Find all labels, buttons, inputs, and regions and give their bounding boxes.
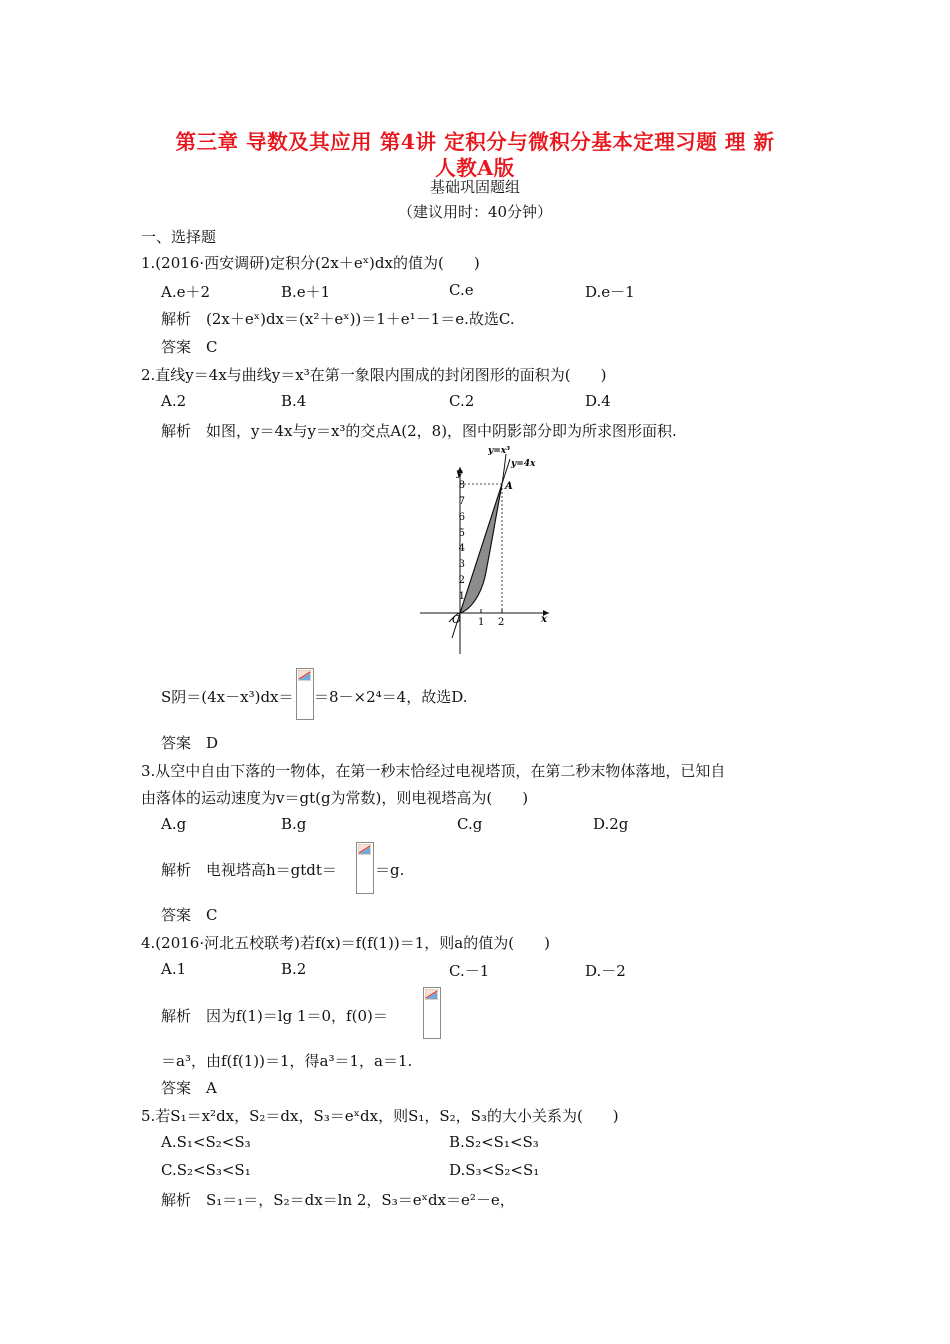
y-tick-1: 1 [458, 591, 465, 602]
q4-analysis-left: 解析 因为f(1)＝lg 1＝0，f(0)＝ [161, 1007, 388, 1025]
y-tick-3: 3 [458, 559, 465, 570]
q1-option-a: A.e＋2 [161, 283, 211, 301]
origin-label: O [452, 613, 462, 626]
q3-option-c: C.g [457, 815, 483, 833]
q4-analysis-line2: ＝a³，由f(f(1))＝1，得a³＝1，a＝1. [161, 1052, 413, 1070]
q1-answer: 答案 C [161, 338, 218, 356]
q2-option-b: B.4 [281, 392, 307, 410]
document-title-line2: 人教A版 [435, 156, 515, 180]
y-tick-8: 8 [458, 480, 465, 491]
point-a-label: A [505, 481, 513, 492]
q3-option-b: B.g [281, 815, 307, 833]
q3-option-a: A.g [161, 815, 187, 833]
integral-area-figure [415, 442, 555, 660]
label-y-x3: y=x³ [488, 446, 511, 456]
q2-option-c: C.2 [449, 392, 475, 410]
missing-image-placeholder [423, 987, 441, 1039]
q1-option-d: D.e－1 [585, 283, 635, 301]
x-axis-label: x [541, 614, 547, 625]
time-note: （建议用时：40分钟） [397, 203, 553, 221]
q5-option-d: D.S₃<S₂<S₁ [449, 1161, 540, 1179]
q1-analysis: 解析 (2x＋eˣ)dx＝(x²＋eˣ))＝1＋e¹－1＝e.故选C. [161, 310, 515, 328]
y-tick-2: 2 [458, 575, 465, 586]
q2-formula-left: S阴＝(4x－x³)dx＝ [161, 688, 294, 706]
question-3-stem-line1: 3.从空中自由下落的一物体，在第一秒末恰经过电视塔顶，在第二秒末物体落地，已知自 [141, 762, 726, 780]
q4-option-b: B.2 [281, 960, 307, 978]
curve-y-x3 [449, 454, 506, 622]
q4-option-c: C.－1 [449, 962, 490, 980]
q2-formula-right: ＝8－×2⁴＝4，故选D. [314, 688, 468, 706]
q5-option-b: B.S₂<S₁<S₃ [449, 1133, 539, 1151]
q3-option-d: D.2g [593, 815, 629, 833]
broken-image-icon [358, 844, 371, 855]
q2-option-a: A.2 [161, 392, 187, 410]
y-tick-7: 7 [458, 496, 465, 507]
section-heading: 一、选择题 [141, 228, 217, 246]
q4-answer: 答案 A [161, 1079, 217, 1097]
q2-analysis: 解析 如图，y＝4x与y＝x³的交点A(2，8)，图中阴影部分即为所求图形面积. [161, 422, 677, 440]
y-tick-5: 5 [458, 528, 465, 539]
document-title-line1: 第三章 导数及其应用 第4讲 定积分与微积分基本定理习题 理 新 [175, 130, 775, 154]
q5-analysis: 解析 S₁＝₁＝，S₂＝dx＝ln 2，S₃＝eˣdx＝e²－e， [161, 1191, 515, 1209]
broken-image-icon [425, 989, 438, 1000]
q3-answer: 答案 C [161, 906, 218, 924]
q3-analysis-right: ＝g. [375, 861, 405, 879]
q3-analysis-left: 解析 电视塔高h＝gtdt＝ [161, 861, 337, 879]
q5-option-c: C.S₂<S₃<S₁ [161, 1161, 251, 1179]
question-4-stem: 4.(2016·河北五校联考)若f(x)＝f(f(1))＝1，则a的值为( ) [141, 934, 550, 952]
question-1-stem: 1.(2016·西安调研)定积分(2x＋eˣ)dx的值为( ) [141, 254, 480, 272]
label-y-4x: y=4x [511, 459, 536, 469]
y-tick-6: 6 [458, 512, 465, 523]
question-3-stem-line2: 由落体的运动速度为v＝gt(g为常数)，则电视塔高为( ) [141, 789, 529, 807]
q1-option-b: B.e＋1 [281, 283, 331, 301]
y-tick-4: 4 [458, 543, 465, 554]
q4-option-a: A.1 [161, 960, 187, 978]
question-5-stem: 5.若S₁＝x²dx，S₂＝dx，S₃＝eˣdx，则S₁，S₂，S₃的大小关系为( ) [141, 1107, 619, 1125]
missing-image-placeholder [296, 668, 314, 720]
x-tick-2: 2 [498, 617, 505, 628]
broken-image-icon [298, 670, 311, 681]
q5-option-a: A.S₁<S₂<S₃ [161, 1133, 251, 1151]
question-2-stem: 2.直线y＝4x与曲线y＝x³在第一象限内围成的封闭图形的面积为( ) [141, 366, 607, 384]
y-axis-label: y [456, 468, 462, 479]
q1-option-c: C.e [449, 281, 474, 299]
missing-image-placeholder [356, 842, 374, 894]
q4-option-d: D.－2 [585, 962, 626, 980]
q2-answer: 答案 D [161, 734, 219, 752]
q2-option-d: D.4 [585, 392, 611, 410]
section-subtitle: 基础巩固题组 [429, 178, 520, 196]
x-tick-1: 1 [478, 617, 485, 628]
